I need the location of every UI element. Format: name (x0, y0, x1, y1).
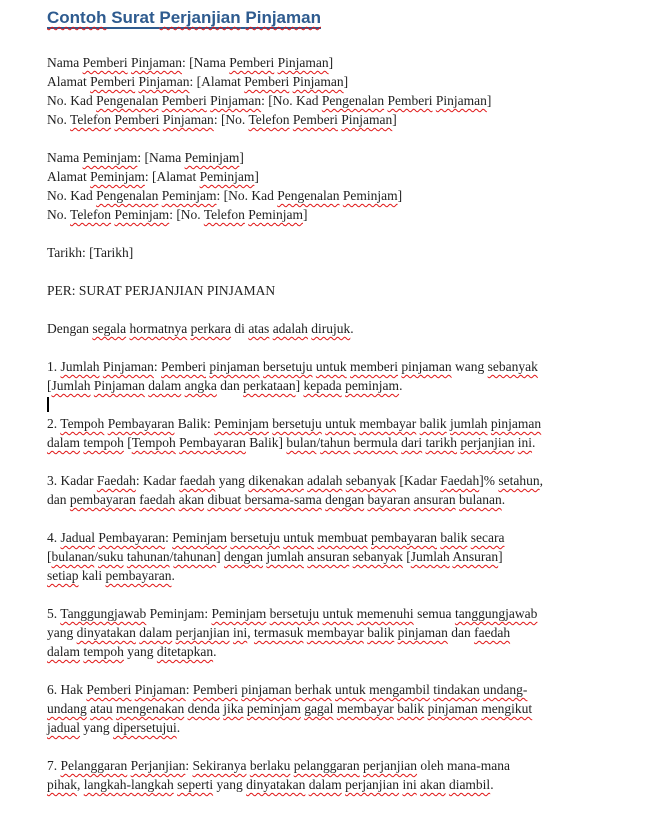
doc-line: 5. Tanggungjawab Peminjam: Peminjam bersetuju untuk memenuhi semua tanggungjawab (47, 606, 538, 621)
doc-line: No. Kad Pengenalan Pemberi Pinjaman: [No. Kad Pengenalan Pemberi Pinjaman] (47, 93, 492, 108)
misspelled-word: untuk (325, 416, 356, 431)
misspelled-word: bersetuju (263, 359, 313, 374)
doc-line: No. Kad Pengenalan Peminjam: [No. Kad Pengenalan Peminjam] (47, 188, 403, 203)
doc-line: dalam tempoh [Tempoh Pembayaran Balik] bulan/tahun bermula dari tarikh perjanjian ini. (47, 435, 536, 450)
misspelled-word: tanggungjawab (454, 606, 538, 621)
doc-line: Alamat Peminjam: [Alamat Peminjam] (47, 169, 259, 184)
doc-line: 4. Jadual Pembayaran: Peminjam bersetuju untuk membuat pembayaran balik secara (47, 530, 505, 545)
misspelled-word: Pengenalan (96, 188, 159, 203)
misspelled-word: Pinjaman (292, 74, 344, 89)
misspelled-word: dalam (139, 625, 173, 640)
misspelled-word: bersetuju (272, 416, 322, 431)
misspelled-word: untuk (315, 359, 347, 374)
misspelled-word: berhak (294, 682, 332, 697)
misspelled-word: Perjanjian (130, 758, 186, 773)
misspelled-word: dinyatakan (76, 625, 136, 640)
clause-6-hak-pemberi-pinjaman (47, 680, 620, 737)
misspelled-word: Jumlah (410, 549, 450, 564)
subject-line (47, 281, 620, 300)
misspelled-word: Pengenalan (96, 93, 159, 108)
opening-line (47, 319, 620, 338)
misspelled-word: pinjaman (427, 701, 478, 716)
misspelled-word: perjanjian (345, 777, 400, 792)
misspelled-word: Pinjaman (130, 55, 182, 70)
misspelled-word: untuk (322, 606, 354, 621)
misspelled-word: ini (402, 777, 417, 792)
misspelled-word: memberi (350, 359, 399, 374)
misspelled-word: pembayaran (69, 492, 136, 507)
misspelled-word: dalam (47, 644, 80, 659)
misspelled-word: Pinjaman (93, 378, 145, 393)
doc-line: 6. Hak Pemberi Pinjaman: Pemberi pinjaman berhak untuk mengambil tindakan undang- (47, 682, 528, 697)
misspelled-word: balik (367, 625, 395, 640)
document-title: Contoh Surat Perjanjian Pinjaman (47, 8, 321, 27)
lender-details (47, 53, 620, 129)
misspelled-word: Peminjam (342, 188, 398, 203)
misspelled-word: Faedah (440, 473, 480, 488)
misspelled-word: ini (517, 435, 533, 450)
misspelled-word: mengambil (369, 682, 430, 697)
clause-7-pelanggaran-perjanjian (47, 756, 620, 794)
misspelled-word: dalam (47, 435, 80, 450)
misspelled-word: Pemberi (90, 74, 136, 89)
misspelled-word: Pinjaman (435, 93, 487, 108)
misspelled-word: Pemberi (161, 93, 207, 108)
misspelled-word: Pemberi (292, 112, 338, 127)
misspelled-word: adalah (272, 321, 308, 336)
misspelled-word: perkataan (243, 378, 296, 393)
misspelled-word: sebanyak (487, 359, 538, 374)
doc-line: 2. Tempoh Pembayaran Balik: Peminjam bersetuju untuk membayar balik jumlah pinjaman (47, 416, 542, 431)
misspelled-word: Peminjam (172, 530, 227, 545)
misspelled-word: Peminjam (184, 150, 240, 165)
misspelled-word: gagal (304, 701, 334, 716)
misspelled-word: undang (47, 701, 87, 716)
misspelled-word: Telefon (203, 207, 245, 222)
misspelled-word: Pinjaman (162, 112, 214, 127)
doc-line: Tarikh: [Tarikh] (47, 245, 134, 260)
borrower-details (47, 148, 620, 224)
doc-line: dan pembayaran faedah akan dibuat bersama-sama dengan bayaran ansuran bulanan. (47, 492, 506, 507)
misspelled-word: Pengenalan (277, 188, 340, 203)
misspelled-word: adalah (307, 473, 343, 488)
misspelled-word: faedah (179, 473, 216, 488)
misspelled-word: dirujuk (311, 321, 351, 336)
misspelled-word: bersetuju (269, 606, 320, 621)
misspelled-word: Tempoh (131, 435, 176, 450)
misspelled-word: Jadual (60, 530, 95, 545)
misspelled-word: perjanjian (175, 625, 230, 640)
misspelled-word: setahun (498, 473, 540, 488)
doc-line (47, 699, 620, 718)
misspelled-word: Peminjam (211, 606, 267, 621)
misspelled-word: Pemberi (387, 93, 433, 108)
misspelled-word: tempoh (83, 435, 124, 450)
misspelled-word: Pinjaman (134, 682, 186, 697)
misspelled-word: dibuat (207, 492, 242, 507)
doc-line: Nama Pemberi Pinjaman: [Nama Pemberi Pinjaman] (47, 55, 334, 70)
doc-line: Alamat Pemberi Pinjaman: [Alamat Pemberi Pinjaman] (47, 74, 349, 89)
misspelled-word: seperti (177, 777, 214, 792)
misspelled-word: mengikut (481, 701, 533, 716)
misspelled-word: Tanggungjawab (60, 606, 147, 621)
misspelled-word: perjanjian (460, 435, 515, 450)
misspelled-word: bulanan (458, 492, 502, 507)
misspelled-word: pinjaman (397, 625, 448, 640)
misspelled-word: bayaran (367, 492, 411, 507)
clause-1-jumlah-pinjaman (47, 357, 620, 414)
misspelled-word: hormatnya (129, 321, 188, 336)
misspelled-word: Peminjam (82, 150, 138, 165)
misspelled-word: dalam (308, 777, 342, 792)
doc-line: 1. Jumlah Pinjaman: Pemberi pinjaman bersetuju untuk memberi pinjaman wang sebanyak (47, 359, 538, 374)
misspelled-word: Telefon (248, 112, 290, 127)
misspelled-word: bulan (286, 435, 317, 450)
misspelled-word: balik (419, 416, 447, 431)
misspelled-word: Perjanjian (159, 8, 241, 27)
misspelled-word: bersetuju (230, 530, 280, 545)
misspelled-word: balik (440, 530, 468, 545)
document-body (47, 53, 620, 794)
misspelled-word: peminjam (345, 378, 400, 393)
misspelled-word: pinjaman (241, 682, 292, 697)
misspelled-word: Ansuran (452, 549, 499, 564)
misspelled-word: berlaku (249, 758, 291, 773)
misspelled-word: membuat (317, 530, 368, 545)
misspelled-word: tempoh (83, 644, 124, 659)
misspelled-word: dengan (325, 492, 365, 507)
misspelled-word: balik (397, 701, 425, 716)
misspelled-word: pembayaran (371, 530, 437, 545)
misspelled-word: Pelanggaran (60, 758, 128, 773)
misspelled-word: Pinjaman (138, 74, 190, 89)
misspelled-word: pinjaman (209, 359, 260, 374)
misspelled-word: ditetapkan (156, 644, 214, 659)
misspelled-word: dengan (224, 549, 264, 564)
misspelled-word: bermula (353, 435, 398, 450)
misspelled-word: Peminjam (114, 207, 170, 222)
misspelled-word: tahun (320, 435, 351, 450)
misspelled-word: pelanggaran (293, 758, 360, 773)
misspelled-word: Pemberi (161, 359, 207, 374)
misspelled-word: tarikh (425, 435, 458, 450)
clause-4-jadual-pembayaran (47, 528, 620, 585)
misspelled-word: memenuhi (356, 606, 414, 621)
misspelled-word: Pinjaman (277, 55, 329, 70)
misspelled-word: membayar (359, 416, 417, 431)
misspelled-word: Sekiranya (192, 758, 247, 773)
misspelled-word: setiap (47, 568, 79, 583)
misspelled-word: Telefon (70, 207, 112, 222)
misspelled-word: diambil (448, 777, 491, 792)
misspelled-word: Telefon (70, 112, 112, 127)
misspelled-word: suku (98, 549, 124, 564)
misspelled-word: Peminjam (161, 188, 217, 203)
misspelled-word: langkah-langkah (83, 777, 174, 792)
misspelled-word: dinyatakan (246, 777, 306, 792)
misspelled-word: jumlah (266, 549, 304, 564)
misspelled-word: dipersetujui (113, 720, 177, 735)
misspelled-word: dari (401, 435, 423, 450)
misspelled-word: dikenakan (248, 473, 304, 488)
misspelled-word: perkara (190, 321, 232, 336)
misspelled-word: jumlah (450, 416, 488, 431)
misspelled-word: Pemberi (114, 112, 160, 127)
misspelled-word: perjanjian (363, 758, 418, 773)
misspelled-word: Pinjaman (210, 93, 262, 108)
misspelled-word: sebanyak (345, 473, 397, 488)
misspelled-word: membayar (336, 701, 394, 716)
misspelled-word: Pinjaman (245, 8, 321, 27)
misspelled-word: untuk (335, 682, 366, 697)
misspelled-word: pembayaran (105, 568, 172, 583)
doc-line: 3. Kadar Faedah: Kadar faedah yang dikenakan adalah sebanyak [Kadar Faedah]% setahun, (47, 473, 543, 488)
misspelled-word: sebanyak (352, 549, 403, 564)
misspelled-word: Pembayaran (107, 416, 175, 431)
misspelled-word: Peminjam (199, 169, 255, 184)
misspelled-word: pinjaman (401, 359, 452, 374)
misspelled-word: faedah (139, 492, 176, 507)
misspelled-word: pinjaman (490, 416, 542, 431)
doc-line: 7. Pelanggaran Perjanjian: Sekiranya berlaku pelanggaran perjanjian oleh mana-mana (47, 758, 510, 773)
misspelled-word: atas (248, 321, 270, 336)
misspelled-word: tahunan (173, 549, 217, 564)
clause-2-tempoh-pembayaran-balik (47, 414, 620, 452)
doc-line: dalam tempoh yang ditetapkan. (47, 644, 217, 659)
misspelled-word: Faedah (96, 473, 136, 488)
misspelled-word: faedah (474, 625, 511, 640)
misspelled-word: termasuk (253, 625, 304, 640)
misspelled-word: ansuran (307, 549, 350, 564)
misspelled-word: ansuran (413, 492, 456, 507)
misspelled-word: angka (184, 378, 217, 393)
misspelled-word: Peminjam (248, 207, 303, 222)
doc-line: pihak, langkah-langkah seperti yang dinyatakan dalam perjanjian ini akan diambil. (47, 777, 494, 792)
misspelled-word: atau (90, 701, 113, 716)
doc-line: [bulanan/suku tahunan/tahunan] dengan jumlah ansuran sebanyak [Jumlah Ansuran] (47, 549, 503, 564)
misspelled-word: Pemberi (192, 682, 238, 697)
misspelled-word: bulanan (51, 549, 95, 564)
misspelled-word: Peminjam (90, 169, 145, 184)
misspelled-word: mengenakan (116, 701, 185, 716)
doc-line: PER: SURAT PERJANJIAN PINJAMAN (47, 283, 276, 298)
misspelled-word: akan (178, 492, 205, 507)
date-line (47, 243, 620, 262)
misspelled-word: jadual (47, 720, 80, 735)
misspelled-word: Jumlah (60, 359, 100, 374)
misspelled-word: jika (223, 701, 244, 716)
misspelled-word: kepada (303, 378, 342, 393)
misspelled-word: peminjam (246, 701, 301, 716)
misspelled-word: akan (420, 777, 446, 792)
doc-line: No. Telefon Pemberi Pinjaman: [No. Telefon Pemberi Pinjaman] (47, 112, 397, 127)
doc-line: [Jumlah Pinjaman dalam angka dan perkataan] kepada peminjam. (47, 378, 403, 393)
misspelled-word: dalam (148, 378, 182, 393)
doc-line: jadual yang dipersetujui. (47, 720, 181, 735)
caret-line (47, 395, 620, 414)
misspelled-word: Jumlah (51, 378, 91, 393)
text-cursor (47, 397, 49, 412)
misspelled-word: undang- (483, 682, 528, 697)
doc-line: yang dinyatakan dalam perjanjian ini, termasuk membayar balik pinjaman dan faedah (47, 625, 511, 640)
misspelled-word: Contoh (47, 8, 107, 27)
misspelled-word: untuk (283, 530, 315, 545)
misspelled-word: Pengenalan (321, 93, 385, 108)
misspelled-word: bersama-sama (244, 492, 322, 507)
misspelled-word: Pemberi (86, 682, 132, 697)
doc-line: No. Telefon Peminjam: [No. Telefon Peminjam] (47, 207, 308, 222)
misspelled-word: Pinjaman (341, 112, 393, 127)
misspelled-word: tindakan (433, 682, 480, 697)
misspelled-word: membayar (306, 625, 364, 640)
misspelled-word: secara (470, 530, 505, 545)
clause-5-tanggungjawab-peminjam (47, 604, 620, 661)
misspelled-word: pihak (47, 777, 77, 792)
doc-line: Dengan segala hormatnya perkara di atas adalah dirujuk. (47, 321, 354, 336)
misspelled-word: Pemberi (82, 55, 128, 70)
misspelled-word: Tempoh (60, 416, 105, 431)
misspelled-word: ini (232, 625, 248, 640)
misspelled-word: Pinjaman (102, 359, 154, 374)
misspelled-word: segala (92, 321, 127, 336)
doc-line: Nama Peminjam: [Nama Peminjam] (47, 150, 244, 165)
misspelled-word: Pembayaran (98, 530, 166, 545)
misspelled-word: tahunan (126, 549, 170, 564)
misspelled-word: denda (187, 701, 220, 716)
clause-3-kadar-faedah (47, 471, 620, 509)
misspelled-word: Pemberi (244, 74, 290, 89)
misspelled-word: Pembayaran (179, 435, 246, 450)
doc-line: setiap kali pembayaran. (47, 568, 175, 583)
misspelled-word: Pemberi (229, 55, 275, 70)
misspelled-word: Peminjam (214, 416, 269, 431)
